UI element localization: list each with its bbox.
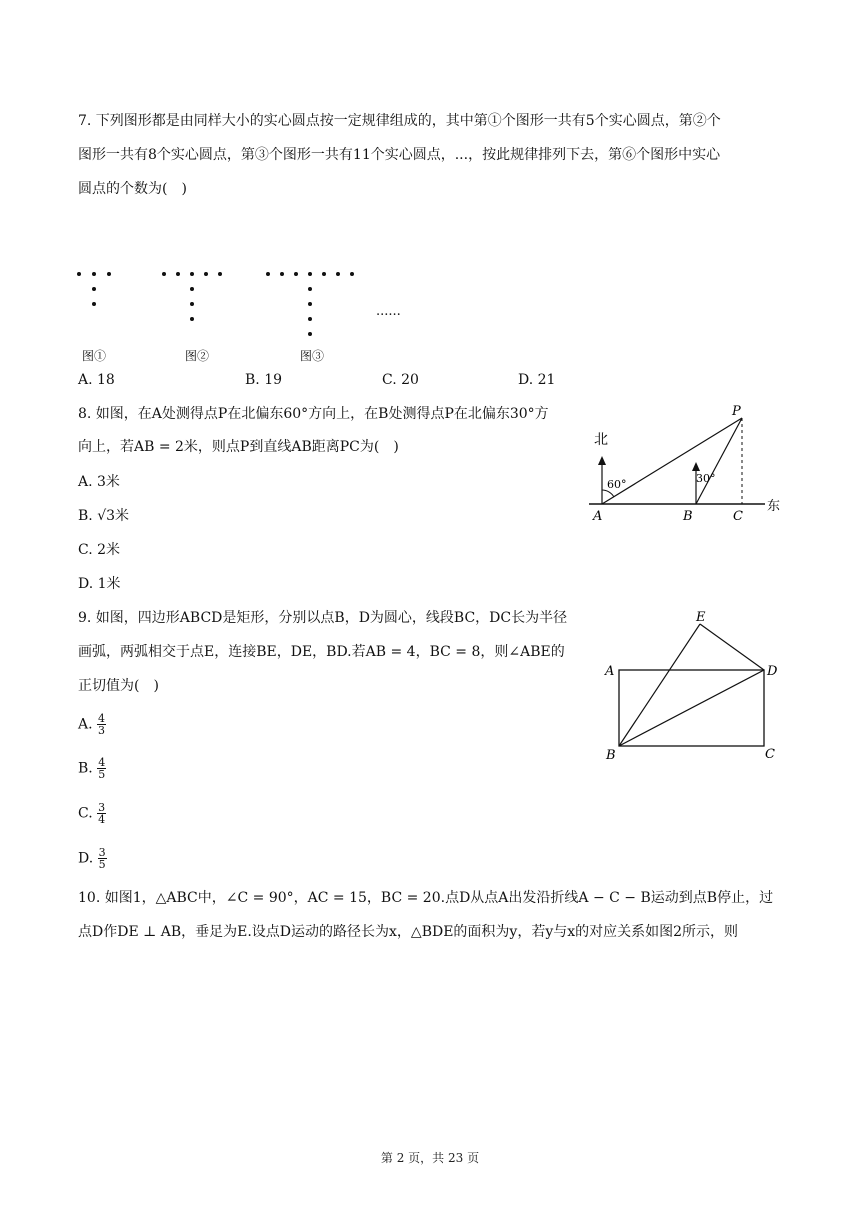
q7-fig-label-3: 图③ <box>300 349 325 363</box>
q9-text-line2: 画弧，两弧相交于点E，连接BE，DE，BD.若AB = 4，BC = 8，则∠ABE的 <box>78 644 565 660</box>
q8-text-line2: 向上，若AB = 2米，则点P到直线AB距离PC为( ) <box>78 439 399 455</box>
label-b: B <box>683 509 693 524</box>
q9-option-a-label: A. <box>78 716 93 733</box>
q9-option-c-fraction: $\frac{3}{4}$ <box>98 801 106 826</box>
q9-option-b-fraction: $\frac{4}{5}$ <box>98 756 106 781</box>
q8-text-line1: 8. 如图，在A处测得点P在北偏东60°方向上，在B处测得点P在北偏东30°方 <box>78 406 549 422</box>
q8-option-a[interactable]: A. 3米 <box>78 474 120 490</box>
line-bd <box>619 670 764 746</box>
page-footer: 第 2 页，共 23 页 <box>380 1151 480 1165</box>
dot-figure-3 <box>266 272 354 336</box>
q10-text-line2: 点D作DE ⊥ AB，垂足为E.设点D运动的路径长为x，△BDE的面积为y，若y与x的对应关系如图2所示，则 <box>78 924 739 940</box>
q9-option-d[interactable] <box>78 847 107 870</box>
dot-figure-1 <box>77 272 111 306</box>
label-c: C <box>765 747 775 762</box>
dot-figure-2 <box>162 272 222 321</box>
q9-option-c[interactable] <box>78 802 106 825</box>
label-angle-b: 30° <box>696 472 716 485</box>
q9-option-b[interactable] <box>78 757 106 780</box>
q9-text-line3: 正切值为( ) <box>78 678 159 694</box>
q9-option-a-fraction: $\frac{4}{3}$ <box>98 712 106 737</box>
label-e: E <box>696 610 706 625</box>
q9-figure <box>598 605 788 767</box>
label-angle-a: 60° <box>607 478 627 491</box>
north-arrowhead-a <box>598 456 606 465</box>
q9-option-d-fraction: $\frac{3}{5}$ <box>98 846 106 871</box>
q9-option-a[interactable] <box>78 713 106 736</box>
line-de <box>700 624 764 670</box>
q7-text-line1: 7. 下列图形都是由同样大小的实心圆点按一定规律组成的，其中第①个图形一共有5个实心圆点，第②个 <box>78 113 721 129</box>
q8-option-c[interactable]: C. 2米 <box>78 542 121 558</box>
label-a: A <box>593 509 603 524</box>
label-east: 东 <box>767 499 781 514</box>
north-arrowhead-b <box>692 462 700 471</box>
label-b: B <box>606 748 616 763</box>
line-be <box>619 624 700 746</box>
angle-arc-a <box>602 490 614 497</box>
q9-option-d-label: D. <box>78 850 94 867</box>
label-a: A <box>605 664 615 679</box>
line-bp <box>696 418 742 504</box>
q9-option-b-label: B. <box>78 760 93 777</box>
q7-option-a[interactable]: A. 18 <box>78 372 115 388</box>
q7-fig-label-2: 图② <box>185 349 210 363</box>
q9-option-c-label: C. <box>78 805 93 822</box>
line-ap <box>602 418 742 504</box>
q9-text-line1: 9. 如图，四边形ABCD是矩形，分别以点B，D为圆心，线段BC，DC长为半径 <box>78 610 568 626</box>
q7-text-line2: 图形一共有8个实心圆点，第③个图形一共有11个实心圆点，...，按此规律排列下去，第⑥个图形中实心 <box>78 147 721 163</box>
q7-text-line3: 圆点的个数为( ) <box>78 181 187 197</box>
q7-fig-label-1: 图① <box>82 349 107 363</box>
q7-option-d[interactable]: D. 21 <box>518 372 556 388</box>
label-c: C <box>733 509 743 524</box>
q10-text-line1: 10. 如图1，△ABC中，∠C = 90°，AC = 15，BC = 20.点D从点A出发沿折线A − C − B运动到点B停止，过 <box>78 890 774 906</box>
label-d: D <box>767 664 778 679</box>
q7-option-c[interactable]: C. 20 <box>382 372 419 388</box>
label-north: 北 <box>594 432 608 448</box>
q8-option-b[interactable]: B. √3米 <box>78 508 130 524</box>
q7-option-b[interactable]: B. 19 <box>245 372 283 388</box>
q8-option-d[interactable]: D. 1米 <box>78 576 121 592</box>
q7-ellipsis: ...... <box>376 304 401 319</box>
label-p: P <box>732 404 741 419</box>
q8-figure <box>585 398 790 526</box>
q7-dot-figures <box>70 262 390 372</box>
